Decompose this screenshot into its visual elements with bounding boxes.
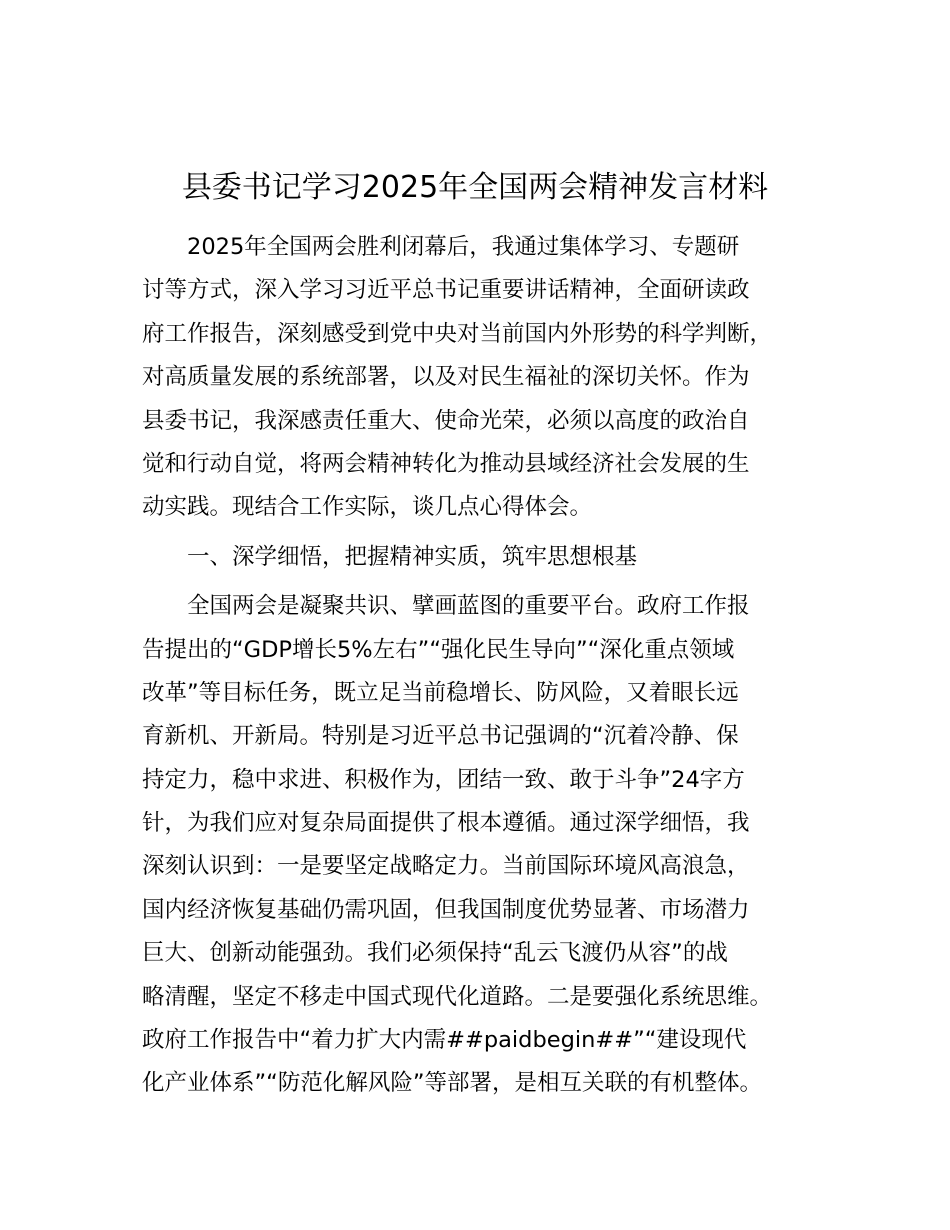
paragraph-line: 深刻认识到：一是要坚定战略定力。当前国际环境风高浪急， — [142, 853, 750, 880]
paragraph-line: 育新机、开新局。特别是习近平总书记强调的“沉着冷静、保 — [142, 723, 739, 750]
paragraph-line: 府工作报告，深刻感受到党中央对当前国内外形势的科学判断， — [142, 320, 773, 347]
document-title: 县委书记学习2025年全国两会精神发言材料 — [181, 170, 769, 205]
paragraph-line: 巨大、创新动能强劲。我们必须保持“乱云飞渡仍从容”的战 — [142, 940, 728, 967]
paragraph-line: 针，为我们应对复杂局面提供了根本遵循。通过深学细悟，我 — [142, 810, 750, 837]
paragraph-line: 动实践。现结合工作实际，谈几点心得体会。 — [142, 494, 593, 521]
paragraph-line: 觉和行动自觉，将两会精神转化为推动县域经济社会发展的生 — [142, 450, 750, 477]
paragraph-line: 改革”等目标任务，既立足当前稳增长、防风险，又着眼长远 — [142, 679, 739, 706]
section-heading — [142, 536, 832, 579]
paragraph-line: 县委书记，我深感责任重大、使命光荣，必须以高度的政治自 — [142, 407, 750, 434]
paragraph-line: 政府工作报告中“着力扩大内需##paidbegin##”“建设现代 — [142, 1027, 747, 1054]
section-heading-text: 一、深学细悟，把握精神实质，筑牢思想根基 — [187, 543, 638, 570]
intro-paragraph — [142, 226, 832, 530]
document-body — [142, 226, 832, 1106]
section-paragraph — [142, 585, 832, 1106]
paragraph-line: 对高质量发展的系统部署，以及对民生福祉的深切关怀。作为 — [142, 364, 750, 391]
paragraph-line: 2025年全国两会胜利闭幕后，我通过集体学习、专题研 — [187, 234, 740, 260]
paragraph-line: 讨等方式，深入学习习近平总书记重要讲话精神，全面研读政 — [142, 277, 750, 304]
paragraph-line: 国内经济恢复基础仍需巩固，但我国制度优势显著、市场潜力 — [142, 896, 750, 923]
paragraph-line: 化产业体系”“防范化解风险”等部署，是相互关联的有机整体。 — [142, 1070, 762, 1097]
paragraph-line: 略清醒，坚定不移走中国式现代化道路。二是要强化系统思维。 — [142, 983, 773, 1010]
paragraph-line: 持定力，稳中求进、积极作为，团结一致、敢于斗争”24字方 — [142, 766, 745, 793]
paragraph-line: 告提出的“GDP增长5%左右”“强化民生导向”“深化重点领域 — [142, 636, 735, 663]
paragraph-line: 全国两会是凝聚共识、擘画蓝图的重要平台。政府工作报 — [187, 593, 750, 620]
